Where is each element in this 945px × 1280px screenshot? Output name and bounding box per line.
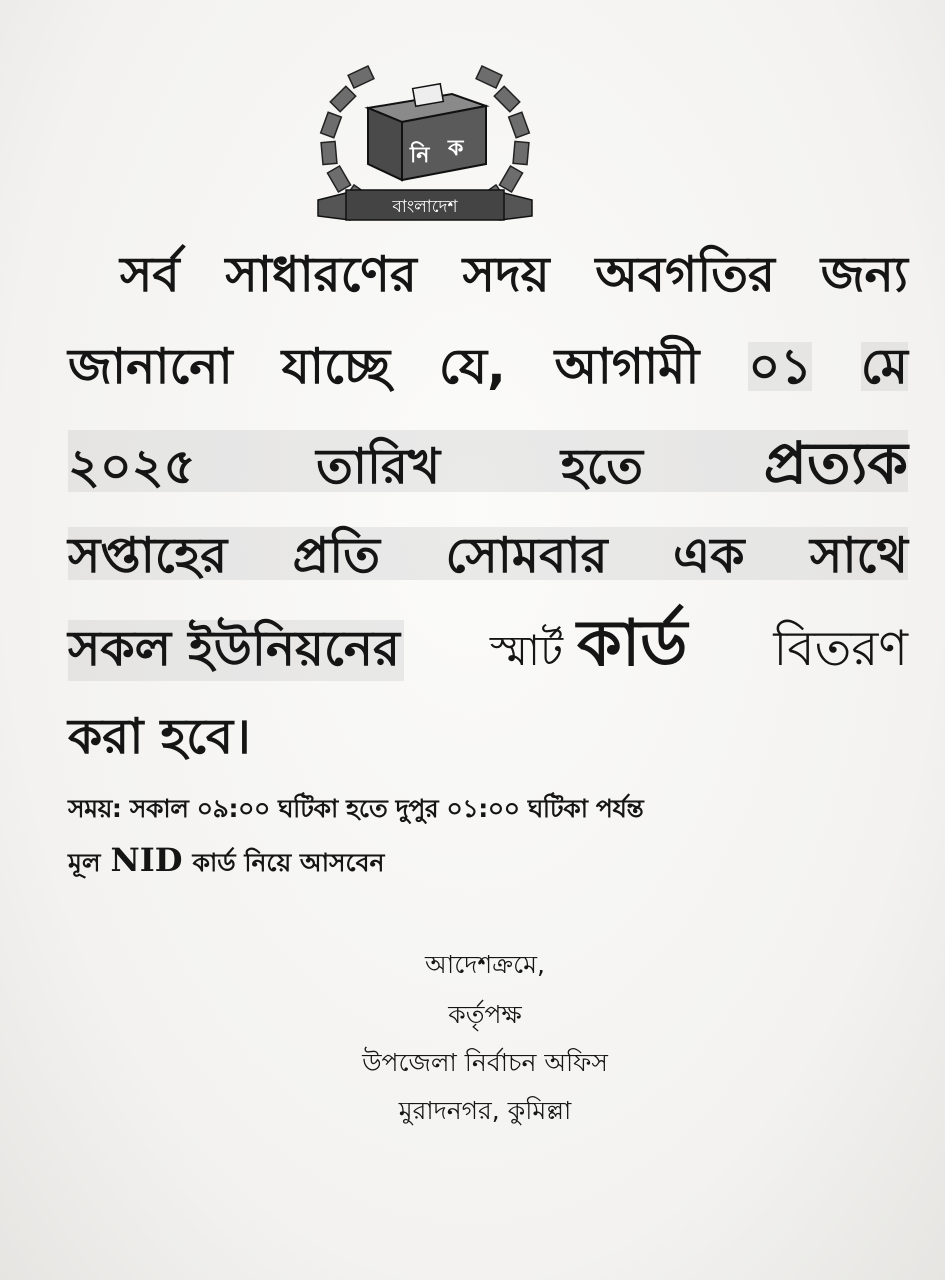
notice-line-1 — [68, 246, 908, 303]
word: হতে — [560, 438, 644, 495]
election-commission-logo — [310, 60, 540, 228]
word: সর্ব — [120, 246, 180, 303]
word-smart: স্মার্ট — [489, 626, 563, 675]
date-month: মে — [860, 338, 908, 395]
word: এক — [672, 527, 745, 584]
signature-line-2: কর্তৃপক্ষ — [448, 1000, 522, 1029]
smart-card-group — [489, 607, 688, 681]
word: সাধারণের — [225, 246, 417, 303]
notice-line-4 — [68, 527, 908, 584]
word-distribution: বিতরণ — [773, 620, 908, 677]
nid-label: NID — [110, 841, 183, 879]
notice-line-5 — [68, 607, 908, 681]
word: সদয় — [462, 246, 550, 303]
time-info: সময়: সকাল ০৯:০০ ঘটিকা হতে দুপুর ০১:০০ ঘটিকা পর্যন্ত — [68, 794, 644, 823]
signature-line-3: উপজেলা নির্বাচন অফিস — [362, 1048, 608, 1077]
word: জন্য — [820, 246, 908, 303]
signature-line-1: আদেশক্রমে, — [425, 950, 545, 979]
word: জানানো — [68, 338, 233, 395]
logo-box-letter-2: ক — [448, 136, 464, 161]
notice-line-3 — [68, 429, 908, 497]
word: অবগতির — [595, 246, 775, 303]
nid-instruction — [68, 841, 908, 879]
word: আগামী — [554, 338, 700, 395]
date-year: ২০২৫ — [68, 438, 196, 495]
date-day: ০১ — [748, 338, 812, 395]
word: প্রতি — [292, 527, 381, 584]
notice-line-2 — [68, 338, 908, 395]
word: তারিখ — [316, 438, 441, 495]
word: সাথে — [809, 527, 908, 584]
word: যাচ্ছে — [281, 338, 391, 395]
notice-line-6: করা হবে। — [68, 708, 251, 765]
word-every: প্রত্যক — [763, 429, 908, 497]
signature-line-4: মুরাদনগর, কুমিল্লা — [398, 1096, 572, 1125]
logo-box-letter-1: নি — [410, 143, 430, 168]
word: যে, — [439, 338, 506, 395]
word: সপ্তাহের — [68, 527, 228, 584]
all-unions-text: সকল ইউনিয়নের — [68, 620, 404, 681]
logo-banner-text: বাংলাদেশ — [392, 197, 458, 217]
nid-suffix: কার্ড নিয়ে আসবেন — [192, 848, 385, 877]
word-monday: সোমবার — [445, 527, 608, 584]
word-card: কার্ড — [576, 607, 688, 681]
nid-prefix: মূল — [68, 848, 101, 877]
